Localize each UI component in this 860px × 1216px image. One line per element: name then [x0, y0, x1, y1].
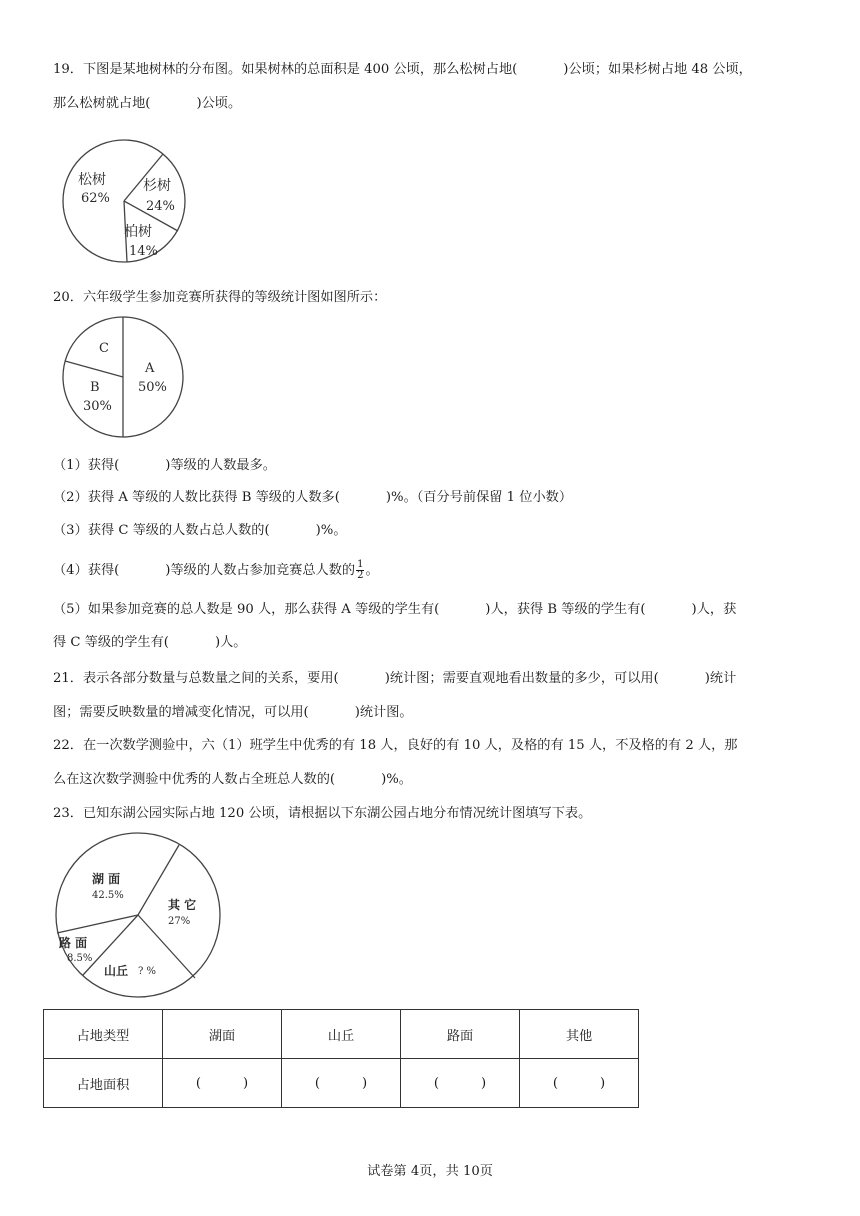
q20-stem: 20．六年级学生参加竞赛所获得的等级统计图如图所示： — [53, 290, 387, 305]
q23-fill-table — [43, 1009, 639, 1108]
table-header-row — [44, 1010, 639, 1059]
q22-line1: 22．在一次数学测验中，六（1）班学生中优秀的有 18 人，良好的有 10 人，及格的有 15 人，不及格的有 2 人，那 — [53, 738, 738, 753]
table-header-cell: 占地类型 — [44, 1010, 163, 1059]
q19-line1: 19．下图是某地树林的分布图。如果树林的总面积是 400 公顷，那么松树占地( )公顷；如果杉树占地 48 公顷， — [53, 62, 752, 77]
slice-value-road: 8.5% — [67, 953, 93, 964]
page-footer: 试卷第 4页，共 10页 — [367, 1164, 493, 1179]
answer-cell-other[interactable]: ( ) — [520, 1059, 639, 1108]
q20-sub3: （3）获得 C 等级的人数占总人数的( )%。 — [53, 523, 347, 538]
table-header-cell: 山丘 — [282, 1010, 401, 1059]
slice-label-b: B — [90, 380, 100, 395]
slice-value-a: 50% — [138, 380, 167, 395]
q20-sub5-line2: 得 C 等级的学生有( )人。 — [53, 635, 247, 650]
slice-label-pine: 松树 — [78, 172, 106, 188]
q21-line1: 21．表示各部分数量与总数量之间的关系，要用( )统计图；需要直观地看出数量的多少，可以用( )统计 — [53, 671, 737, 686]
fraction-one-half: $\frac{1}{2}$ — [357, 559, 364, 581]
slice-value-b: 30% — [83, 399, 112, 414]
slice-value-fir: 24% — [146, 199, 175, 214]
q20-sub2: （2）获得 A 等级的人数比获得 B 等级的人数多( )%。（百分号前保留 1 位小数） — [53, 490, 573, 505]
row-label: 占地面积 — [44, 1059, 163, 1108]
slice-label-other: 其 它 — [168, 898, 197, 912]
q20-sub1: （1）获得( )等级的人数最多。 — [53, 458, 276, 473]
q23-pie-chart — [55, 821, 225, 1006]
slice-label-road: 路 面 — [59, 936, 88, 950]
slice-value-lake: 42.5% — [92, 890, 124, 901]
slice-label-hill: 山丘 — [104, 964, 129, 978]
slice-label-cypress: 柏树 — [124, 224, 152, 240]
table-header-cell: 路面 — [401, 1010, 520, 1059]
table-header-cell: 湖面 — [163, 1010, 282, 1059]
q19-pie-chart — [55, 138, 195, 268]
table-row — [44, 1059, 639, 1108]
slice-label-fir: 杉树 — [143, 178, 171, 194]
slice-label-c: C — [99, 341, 109, 356]
answer-cell-road[interactable]: ( ) — [401, 1059, 520, 1108]
slice-value-cypress: 14% — [129, 244, 158, 259]
q22-line2: 么在这次数学测验中优秀的人数占全班总人数的( )%。 — [53, 772, 412, 787]
q20-sub5-line1: （5）如果参加竞赛的总人数是 90 人，那么获得 A 等级的学生有( )人，获得 B 等级的学生有( )人，获 — [53, 602, 737, 617]
slice-label-lake: 湖 面 — [92, 872, 121, 886]
q20-pie-chart — [61, 316, 187, 442]
answer-cell-lake[interactable]: ( ) — [163, 1059, 282, 1108]
slice-label-a: A — [145, 361, 155, 376]
slice-value-hill: ? % — [138, 966, 157, 977]
q23-stem: 23．已知东湖公园实际占地 120 公顷，请根据以下东湖公园占地分布情况统计图填写下表。 — [53, 806, 592, 821]
q19-line2: 那么松树就占地( )公顷。 — [53, 96, 242, 111]
answer-cell-hill[interactable]: ( ) — [282, 1059, 401, 1108]
slice-value-pine: 62% — [81, 191, 110, 206]
q21-line2: 图；需要反映数量的增减变化情况，可以用( )统计图。 — [53, 705, 413, 720]
q20-sub4: （4）获得( )等级的人数占参加竞赛总人数的 $\frac{1}{2}$ 。 — [53, 559, 379, 581]
table-header-cell: 其他 — [520, 1010, 639, 1059]
slice-value-other: 27% — [168, 916, 191, 927]
